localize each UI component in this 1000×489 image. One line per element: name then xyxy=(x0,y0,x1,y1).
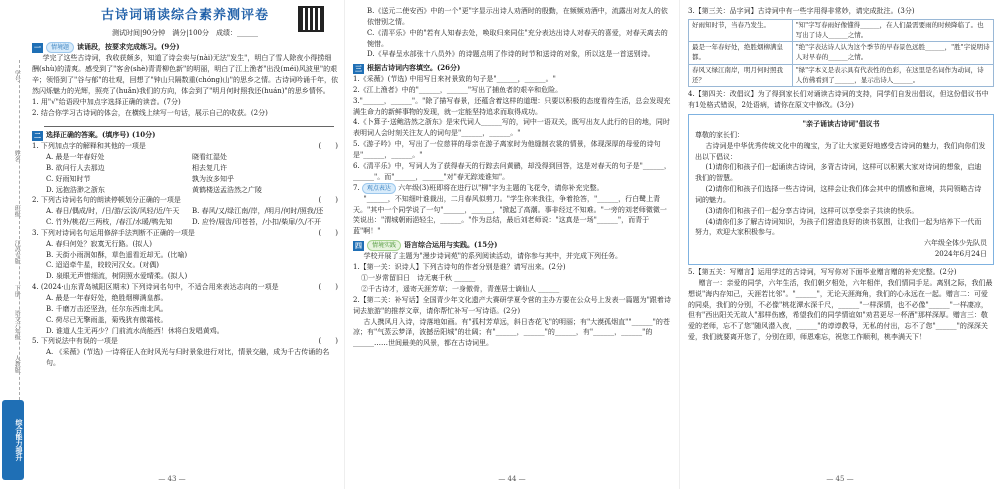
option: 孰为汝多知乎 xyxy=(192,174,234,183)
options xyxy=(353,6,673,60)
brand-badge: 综合能力提升 xyxy=(2,400,24,480)
question-stem: 3. 下列对诗词名句运用修辞手法判断不正确的一项是 ( ) xyxy=(32,228,338,237)
option: C.《清平乐》中的"若有人知春去处，唤取归来同住"充分表达出诗人对春天的喜爱，对春天离去的惋惜。 xyxy=(367,28,668,48)
options xyxy=(32,239,338,282)
section-3-header xyxy=(353,63,673,74)
question-stem: 1. 下列加点字的解释和其他的一项是 ( ) xyxy=(32,142,338,151)
question-stem: 4. (2024·山东青岛城阳区期末) 下列诗词名句中，不适合用来表达志向的一项是 ( ) xyxy=(32,283,338,292)
table-row xyxy=(689,19,994,42)
letter-item: (1)请你们和孩子们一起诵读古诗词，多背古诗词，这样可以积累大家对诗词的想象，启迪我们的智慧。 xyxy=(695,163,982,183)
options xyxy=(32,206,338,228)
table-cell: 最是一年春好处，绝胜烟柳满皇都。 xyxy=(689,42,793,65)
section-4-header xyxy=(353,240,673,251)
page-44 xyxy=(344,0,679,489)
option: B. 欲问行人去那边 xyxy=(46,163,105,172)
page-number: — 45 — xyxy=(826,475,854,484)
fill-blank-passage[interactable]: 赠言一：亲爱的同学，六年生活，我们朝夕相处，六年相伴，我们情同手足。离别之际，我们最想说"海内存知己，天涯若比邻"。"______"，无论天涯海角，我们的心永远在一起。赠言二：可爱的同桌，我们的分别，不必像"桃花潭水深千尺，______"一样深情，也不必像"______"一样凄凉，但有"西出阳关无故人"那样伤感，希望我们的同学情谊如"劝君更尽一杯酒"那样深厚。赠言三：敬爱的老师，忘不了您"随风潜入夜，______"的谆谆教导，无私的付出，忘不了您"______"的深深关爱，我们就要离开您了，分别在即，师恩难忘，祝您工作顺利，桃李满天下！ xyxy=(688,278,993,342)
question-text: 1.【第一关：识诗人】下列古诗句的作者分别是谁？请写出来。(2分) xyxy=(353,263,566,272)
side-label-publisher: 人教版 xyxy=(13,355,21,373)
section-heading: 根据古诗词内容填空。(26分) xyxy=(367,63,461,73)
fill-blank-item[interactable]: 2.《江上渔者》中的"______，______"写出了捕鱼者的艰辛和危险。 xyxy=(353,85,563,94)
section-heading: 选择正确的答案。(填序号) (10分) xyxy=(46,130,156,140)
fill-blank-passage[interactable]: "______，不知细叶谁裁出，二月春风似剪刀。"学生你来我往，争着抢答，"______，行白鹭上青天。"其中一个同学说了一句"______，______，"掀起了高潮。事非经过不知难。"一旁的刘老师微微一笑说出："渭城朝雨浥轻尘，______。"作为总结，最后刘老师说："这真是一场"______"，而青于蓝"啊！" xyxy=(353,194,667,236)
section-tag: 情境题 xyxy=(46,42,74,53)
option: B. 天街小雨润如酥，草色遥看近却无。(比喻) xyxy=(46,250,188,259)
side-label-id: 学号 xyxy=(13,70,21,82)
table-cell[interactable]: "绿"字本义是表示具有代表性的色彩，在这里是名词作为动词，诗人仿佛看到了______，显示出诗人______。 xyxy=(792,64,993,87)
annotation-table xyxy=(688,19,994,88)
proposal-letter xyxy=(688,114,994,265)
option: D.《早春呈水部张十八员外》的诗题点明了作诗的时节和送诗的对象，所以这是一首送别诗。 xyxy=(367,50,655,59)
page-title: 古诗词诵读综合素养测评卷 xyxy=(100,8,269,23)
section-number: 三 xyxy=(355,64,362,73)
option: 黄鹤楼送孟浩然之广陵 xyxy=(192,185,262,194)
fill-blank-item[interactable]: 1.《采薇》(节选) 中用写日来衬景致的句子是"______，______。" xyxy=(353,75,556,84)
fill-blank-item[interactable]: 3."______，______"。"除了描写春景，还蕴含着这样的道理：只要以积极的态度看待生活，总会发现充满生命力的新鲜事物的发现，就一定能坚持追求而取得成功。 xyxy=(353,96,671,116)
option: C. 竹外/桃花/三两枝，/春江/水暖/鸭先知 xyxy=(46,218,173,227)
option: D. 泉眼无声惜细流，树阴照水爱晴柔。(拟人) xyxy=(46,272,188,281)
option: B. 春风/又/绿江南/岸，/明月/何时/照我/还 xyxy=(192,207,324,216)
section-number: 二 xyxy=(34,131,41,140)
page-45 xyxy=(679,0,1000,489)
option: 晓看红湿处 xyxy=(192,153,227,162)
question-text: 1. 用"√"给语段中加点字选择正确的读音。(7分) xyxy=(32,97,181,106)
fill-blank-item[interactable]: 4.《卜算子·送鲍浩然之浙东》是宋代词人______写的，词中一语双关，既写出友人此行的目的地，同时表明词人会时刻关注友人的词句是"______，______。" xyxy=(353,118,670,138)
letter-item: (4)请你们多了解古诗词知识，为孩子们营造良好的读书氛围，让我们一起为培养下一代而努力，欢迎大家积极参与。 xyxy=(695,217,982,237)
section-number: 一 xyxy=(34,43,41,52)
option: A. 最是一年春好处 xyxy=(46,153,105,162)
table-cell[interactable]: "绝"字表达诗人认为这个季节的早春景色远胜______，"胜"字说明诗人对早春的______之情。 xyxy=(792,42,993,65)
question-text: 5.【第五关：写赠言】运用学过的古诗词，写写你对下面毕业赠言赠的补充完整。(2分) xyxy=(688,268,957,276)
side-label-term: 下册 xyxy=(13,285,21,297)
letter-greeting: 尊敬的家长们： xyxy=(695,130,744,139)
table-row xyxy=(689,42,994,65)
section-intro: 学校开展了主题为"漫步诗词苑"的系列阅读活动，请你参与其中，并完成下列任务。 xyxy=(363,252,622,261)
question-text: 2.【第二关：补写话】全国青少年文化遗产大赛研学夏令营的主办方要在公众号上发表一篇题为"跟着诗词去旅游"的推荐文章，请你帮忙补写一写诗语。(2分) xyxy=(353,295,671,315)
question-stem: 2. 下列古诗词名句的朗读停顿划分正确的一项是 ( ) xyxy=(32,196,338,205)
test-meta: 测试时间|90分钟 满分|100分 成绩：______ xyxy=(112,29,258,38)
binding-margin xyxy=(0,0,30,489)
section-1-header xyxy=(32,42,338,53)
side-label-class: 班级 xyxy=(13,205,21,217)
option: C. 好雨知时节 xyxy=(46,174,91,183)
option: D. 应怜/屐齿/印苍苔，/小扣/柴扉/久/不开 xyxy=(192,218,321,227)
answer-bracket[interactable]: ( ) xyxy=(318,228,338,237)
letter-date: 2024年6月24日 xyxy=(934,250,987,259)
answer-bracket[interactable]: ( ) xyxy=(318,196,338,205)
section-tag: 情境实践 xyxy=(367,240,401,251)
option: C. 荷尽已无擎雨盖，菊残犹有傲霜枝。 xyxy=(46,315,168,324)
options xyxy=(32,347,338,369)
answer-item[interactable]: ①一岁常留旧日 诗无裏千秋 ______ xyxy=(361,274,476,283)
letter-item: (2)请你们和孩子们选择一些古诗词，这样会让我们体会其中的情感和意境，共同领略古诗词的魅力。 xyxy=(695,185,982,204)
answer-bracket[interactable]: ( ) xyxy=(318,142,338,151)
options xyxy=(32,152,338,195)
page-43 xyxy=(0,0,344,489)
section-heading: 读诵段，按要求完成练习。(9分) xyxy=(77,42,180,52)
letter-item: (3)请你们和孩子们一起分享古诗词，这样可以享受亲子共读的快乐。 xyxy=(705,206,919,215)
fill-blank-item[interactable]: 7. 观点表达 六年级(3)班即将在进行以"柳"字为主题的飞花令，请你补充完整。 xyxy=(353,183,673,194)
fill-blank-passage[interactable]: 古人携风月入诗，诗落地如画。有"孤村芳草远，斜日杏花飞"的明丽；有"大漠孤烟直""______"的苍凉；有"气蒸云梦泽，波撼岳阳城"的壮阔；有"______，______"的______，有"______，______"的______……世间最美的风景，都在古诗词里。 xyxy=(353,317,670,348)
letter-body: 古诗词是中华优秀传统文化中的瑰宝，为了让大家更好地感受古诗词的魅力，我们向你们发出以下倡议： xyxy=(695,141,986,161)
option: B. 千磨万击还坚劲，任尔东西南北风。 xyxy=(46,304,168,313)
fill-blank-item[interactable]: 6.《清平乐》中，写词人为了获得春天的行踪去问黄鹂，却没得到回答，这是对春天的句子是"______，______"。而"______，______"对"春无踪迹谁知"。 xyxy=(353,161,671,181)
section-heading: 语言综合运用与实践。(15分) xyxy=(404,240,498,250)
side-label-edition: 江苏专版 xyxy=(13,240,21,264)
question-text: 3.【第三关：品字词】古诗词中有一些字用得非常妙，请完成批注。(3分) xyxy=(688,7,915,15)
binding-line xyxy=(19,60,20,400)
option: B.《送元二使安西》中的一个"更"字显示出诗人劝酒时的殷勤，在频频劝酒中，流露出对友人的依依惜别之情。 xyxy=(367,7,668,26)
table-cell: 春风又绿江南岸，明月何时照我还？ xyxy=(689,64,793,87)
table-cell: 好雨知时节，当春乃发生。 xyxy=(689,19,793,42)
fill-blank-item[interactable]: 5.《游子吟》中，写出了一位慈祥的母亲在游子离家时为他缝制衣裳的情景，体现深厚的母爱的诗句是"______，______。" xyxy=(353,140,661,159)
letter-title: "亲子诵读古诗词"倡议书 xyxy=(802,119,880,129)
option: A. 春日/偶成/时，/日/游/云淡/风轻/近/午天 xyxy=(46,207,180,216)
question-text: 4.【第四关：改倡议】为了得到家长们对诵读古诗词的支持，同学们自发出倡议，但这份倡议书中有1处格式错误，2处语病，请你在原文中修改。(3分) xyxy=(688,90,989,110)
answer-line[interactable] xyxy=(44,118,334,127)
option: A. 春归何处？寂寞无行路。(拟人) xyxy=(46,239,152,248)
reading-passage: 学完了这些古诗词，我收获颇多，知道了诗会卖与(nài)无法"发生"，明白了雪人除夜小得捞细酬(shù)的清爽。感受到了"客舍(shè)青青柳色新"的明丽，明白了江上渔者"出没(méi)风波里"的艰辛；领悟到了"谷与郁"的壮观，回想了"钟山只隔数重(chóng)山"的思乡之情。古诗词吟诵千年，依然闪烁魅力的光辉，照亮了(huǎn)我们的方向，体会到了"明月何时照我还(huán)"的思乡情怀。 xyxy=(32,54,338,95)
page-number: — 44 — xyxy=(498,475,526,484)
options xyxy=(32,293,338,336)
option: D. 远抱浩渺之浙东 xyxy=(46,185,105,194)
page-number: — 43 — xyxy=(158,475,186,484)
section-number: 四 xyxy=(355,241,362,250)
question-text: 2. 结合你学习古诗词的体会，在横线上续写一句话，展示自己的收获。(2分) xyxy=(32,108,268,117)
table-row xyxy=(689,64,994,87)
letter-signature: 六年级全体少先队员 xyxy=(924,239,987,248)
side-label-grade: 语文六年级 xyxy=(13,310,21,340)
table-cell[interactable]: "知"字写春雨好像懂得______，在人们最需要雨的时候降临了。也写出了诗人______之情。 xyxy=(792,19,993,42)
option: A. 《采薇》(节选) 一诗将征人在时风光与归时景象进行对比，情景交融，成为千古传诵的名句。 xyxy=(46,348,330,368)
answer-item[interactable]: ②千古诗才，遥寄天涯芳草；一身傲骨，青莲居士谪仙人 ______ xyxy=(361,285,560,293)
section-2-header xyxy=(32,130,338,141)
option: C. 迢迢牵牛星，皎皎河汉女。(对偶) xyxy=(46,261,160,270)
option: 相去复几许 xyxy=(192,163,227,172)
option: D. 谁道人生无再少？门前流水尚能西！休将白发唱黄鸡。 xyxy=(46,326,224,335)
section-tag: 观点表达 xyxy=(362,183,396,194)
answer-bracket[interactable]: ( ) xyxy=(318,283,338,292)
answer-bracket[interactable]: ( ) xyxy=(318,337,338,346)
option: A. 最是一年春好处，绝胜烟柳满皇都。 xyxy=(46,294,168,302)
side-label-name: 姓名 xyxy=(13,150,21,162)
question-stem: 5. 下列说法中有误的一项是 ( ) xyxy=(32,337,338,346)
